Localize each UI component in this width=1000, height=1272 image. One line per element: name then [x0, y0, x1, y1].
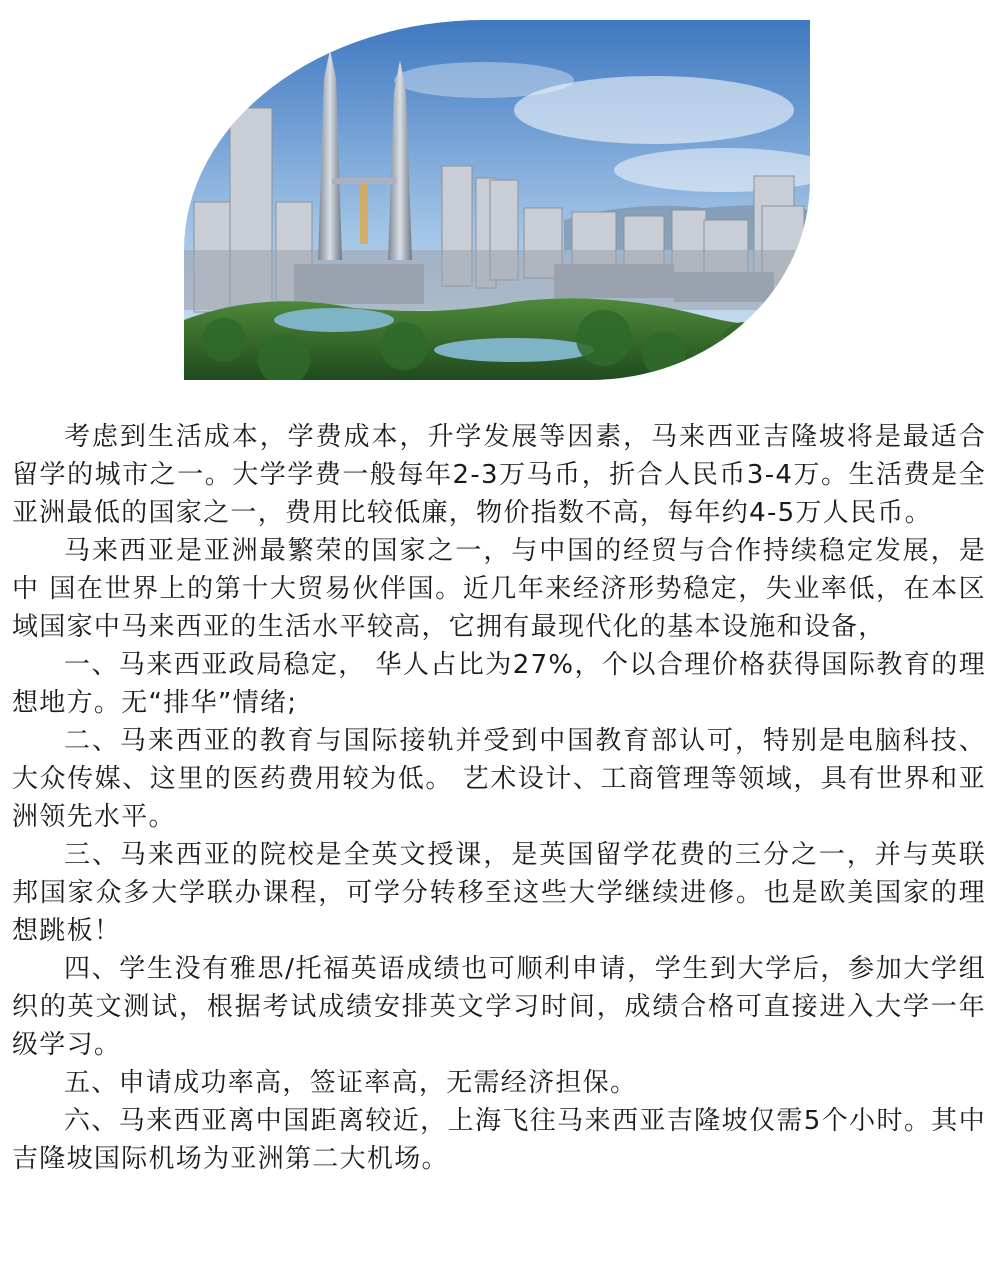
article-paragraph: 考虑到生活成本，学费成本，升学发展等因素，马来西亚吉隆坡将是最适合留学的城市之一。大学学费一般每年2-3万马币，折合人民币3-4万。生活费是全亚洲最低的国家之一，费用比较低廉，物价指数不高，每年约4-5万人民币。 [12, 422, 986, 528]
kuala-lumpur-skyline-photo [184, 20, 810, 380]
article-paragraph: 三、马来西亚的院校是全英文授课，是英国留学花费的三分之一，并与英联邦国家众多大学联办课程，可学分转移至这些大学继续进修。也是欧美国家的理想跳板！ [12, 840, 986, 946]
article-paragraph: 六、马来西亚离中国距离较近，上海飞往马来西亚吉隆坡仅需5个小时。其中吉隆坡国际机场为亚洲第二大机场。 [12, 1106, 986, 1174]
article-paragraph: 四、学生没有雅思/托福英语成绩也可顺利申请，学生到大学后，参加大学组织的英文测试，根据考试成绩安排英文学习时间，成绩合格可直接进入大学一年级学习。 [12, 954, 986, 1060]
article-paragraph: 一、马来西亚政局稳定， 华人占比为27%，个以合理价格获得国际教育的理想地方。无“排华”情绪; [12, 650, 986, 718]
article-paragraph: 马来西亚是亚洲最繁荣的国家之一，与中国的经贸与合作持续稳定发展，是中 国在世界上的第十大贸易伙伴国。近几年来经济形势稳定，失业率低，在本区域国家中马来西亚的生活水平较高，它拥有最现代化的基本设施和设备， [12, 536, 986, 642]
article-paragraph: 五、申请成功率高，签证率高，无需经济担保。 [64, 1068, 638, 1098]
article-paragraph: 二、马来西亚的教育与国际接轨并受到中国教育部认可，特别是电脑科技、大众传媒、这里的医药费用较为低。 艺术设计、工商管理等领域，具有世界和亚洲领先水平。 [12, 726, 986, 832]
article-body [12, 418, 986, 1178]
